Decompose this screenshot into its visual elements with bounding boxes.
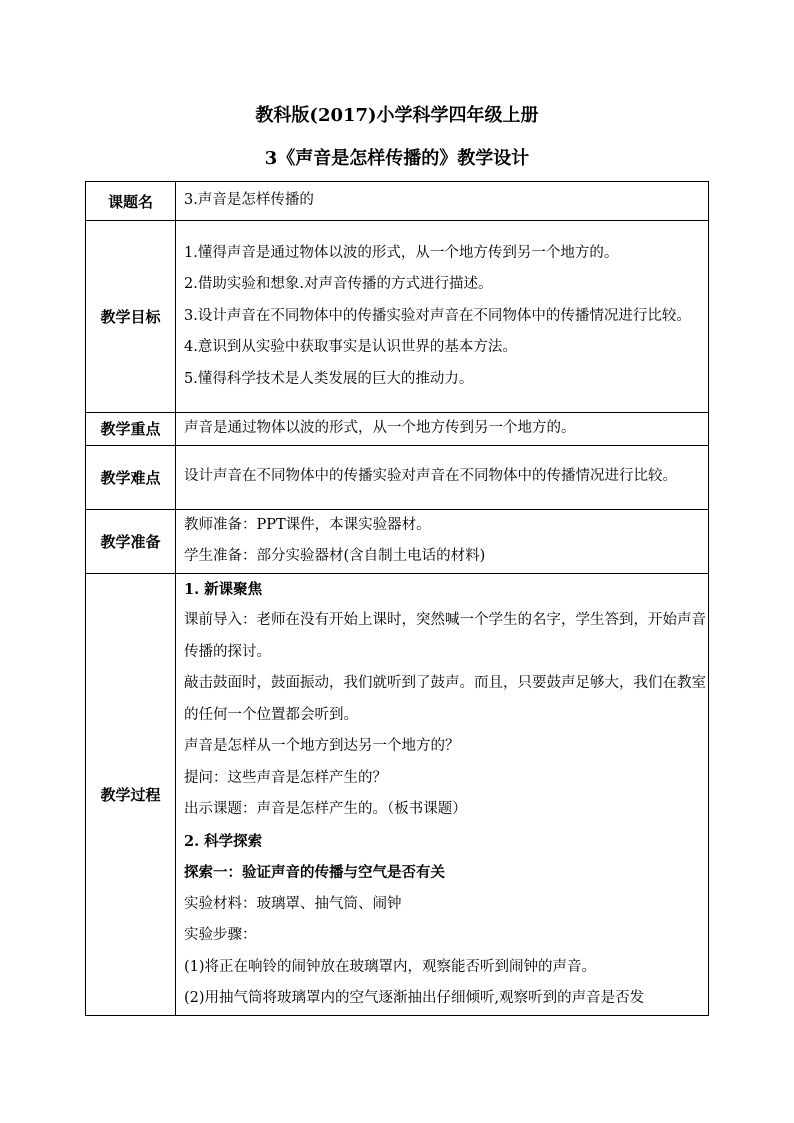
document-title: 教科版(2017)小学科学四年级上册 — [255, 105, 539, 126]
table-row-difficulty — [86, 445, 709, 509]
section-heading: 1. 新课聚焦 — [184, 580, 263, 598]
table-row-topic — [86, 182, 709, 221]
preparation-list — [176, 509, 709, 573]
table-row-preparation — [86, 509, 709, 573]
subsection-heading: 探索一：验证声音的传播与空气是否有关 — [184, 864, 445, 881]
topic-text: 3.声音是怎样传播的 — [184, 192, 314, 209]
goal-item: 4.意识到从实验中获取事实是认识世界的基本方法。 — [184, 339, 517, 356]
lesson-plan-table — [85, 181, 709, 1016]
difficulty-text: 设计声音在不同物体中的传播实验对声音在不同物体中的传播情况进行比较。 — [184, 468, 677, 485]
goal-item: 1.懂得声音是通过物体以波的形式，从一个地方传到另一个地方的。 — [184, 244, 619, 261]
row-label-difficulty: 教学难点 — [86, 445, 176, 509]
table-row-key-point — [86, 413, 709, 446]
table-row-goals — [86, 221, 709, 413]
process-paragraph: 实验步骤： — [184, 927, 257, 943]
process-paragraph: 声音是怎样从一个地方到达另一个地方的？ — [184, 738, 460, 754]
process-paragraph: 实验材料：玻璃罩、抽气筒、闹钟 — [184, 895, 402, 912]
goal-item: 2.借助实验和想象.对声音传播的方式进行描述。 — [184, 276, 493, 293]
goal-item: 3.设计声音在不同物体中的传播实验对声音在不同物体中的传播情况进行比较。 — [184, 307, 691, 324]
difficulty-value — [176, 445, 709, 509]
topic-value — [176, 182, 709, 221]
goals-list — [176, 221, 709, 413]
row-label-process: 教学过程 — [86, 573, 176, 1015]
process-paragraph: 课前导入：老师在没有开始上课时，突然喊一个学生的名字，学生答到，开始声音传播的探讨。 — [184, 612, 706, 660]
key-point-value — [176, 413, 709, 446]
key-point-text: 声音是通过物体以波的形式，从一个地方传到另一个地方的。 — [184, 420, 576, 436]
process-paragraph: 敲击鼓面时，鼓面振动，我们就听到了鼓声。而且，只要鼓声足够大，我们在教室的任何一个位置都会听到。 — [184, 675, 706, 723]
row-label-key-point: 教学重点 — [86, 413, 176, 446]
process-paragraph: 出示课题：声音是怎样产生的。（板书课题） — [184, 801, 467, 817]
table-row-process — [86, 573, 709, 1015]
process-paragraph: (1)将正在响铃的闹钟放在玻璃罩内，观察能否听到闹钟的声音。 — [184, 958, 597, 975]
row-label-goals: 教学目标 — [86, 221, 176, 413]
process-content — [176, 573, 709, 1015]
process-paragraph: 提问：这些声音是怎样产生的？ — [184, 769, 387, 786]
document-subtitle: 3《声音是怎样传播的》教学设计 — [264, 148, 530, 169]
row-label-preparation: 教学准备 — [86, 509, 176, 573]
process-paragraph: (2)用抽气筒将玻璃罩内的空气逐渐抽出仔细倾听,观察听到的声音是否发 — [184, 990, 645, 1006]
goal-item: 5.懂得科学技术是人类发展的巨大的推动力。 — [184, 370, 474, 387]
preparation-item: 教师准备：PPT课件，本课实验器材。 — [184, 516, 431, 533]
preparation-item: 学生准备：部分实验器材(含自制土电话的材料) — [184, 548, 486, 564]
section-heading: 2. 科学探索 — [184, 832, 263, 850]
row-label-topic: 课题名 — [86, 182, 176, 221]
